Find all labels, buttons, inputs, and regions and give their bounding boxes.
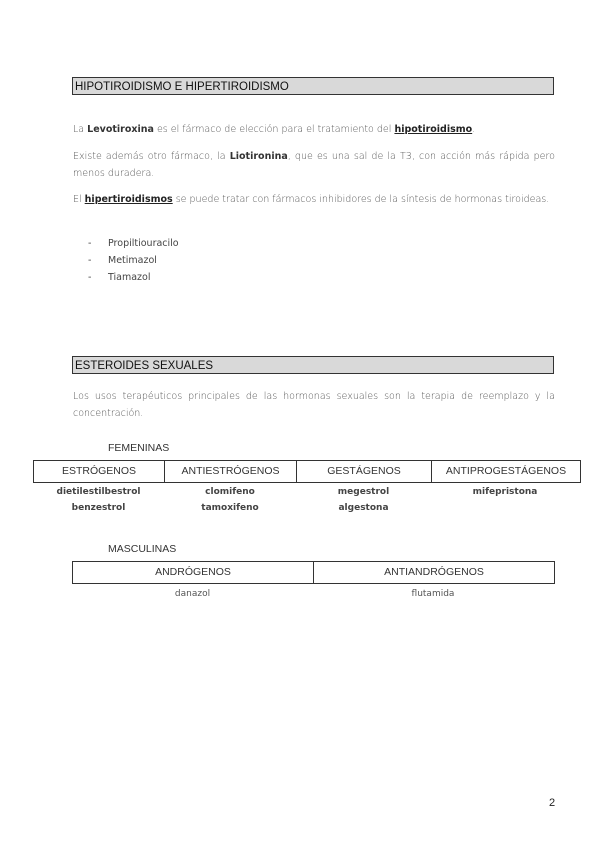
col-androgenos: [72, 586, 313, 602]
term-levotiroxina: Levotiroxina: [87, 124, 154, 135]
drug-tamoxifeno: tamoxifeno: [201, 503, 259, 513]
paragraph-levotiroxina: [73, 121, 555, 138]
header-gestagenos: GESTÁGENOS: [297, 461, 432, 482]
table-femeninas-header: [33, 460, 581, 483]
text: , que es una sal de la T3, con acción más rápida pero menos duradera.: [73, 151, 555, 179]
drug-clomifeno: clomifeno: [205, 487, 255, 497]
drug-algestona: algestona: [338, 503, 389, 513]
list-item: - Metimazol: [88, 255, 157, 266]
term-hipertiroidismos: hipertiroidismos: [84, 194, 173, 205]
col-estrogenos: [33, 484, 164, 516]
drug-mifepristona: mifepristona: [472, 487, 538, 497]
table-femeninas-values: [33, 484, 581, 516]
text: El: [73, 194, 85, 205]
header-antiestrogenos: ANTIESTRÓGENOS: [165, 461, 297, 482]
paragraph-liotironina: [73, 148, 555, 182]
text: es el fármaco de elección para el tratamiento del: [153, 124, 395, 135]
header-estrogenos: ESTRÓGENOS: [34, 461, 165, 482]
text: Existe además otro fármaco, la: [73, 151, 230, 162]
header-androgenos: ANDRÓGENOS: [73, 562, 314, 583]
list-item: - Tiamazol: [88, 272, 151, 283]
table-masculinas-values: [72, 586, 555, 602]
text: .: [472, 124, 476, 135]
text: La: [73, 124, 88, 135]
drug-megestrol: megestrol: [337, 487, 390, 497]
term-hipotiroidismo: hipotiroidismo: [394, 124, 473, 135]
header-antiprogestagenos: ANTIPROGESTÁGENOS: [445, 465, 567, 477]
label-femeninas: FEMENINAS: [108, 442, 170, 454]
drug-dietilestilbestrol: dietilestilbestrol: [56, 487, 141, 497]
list-item: - Propiltiouracilo: [88, 238, 179, 249]
drug-danazol: danazol: [174, 589, 211, 599]
col-antiprogestagenos: [431, 484, 579, 516]
col-antiandrogenos: [313, 586, 553, 602]
drug-list: [88, 235, 179, 286]
drug-benzestrol: benzestrol: [71, 503, 126, 513]
paragraph-intro: Los usos terapéuticos principales de las hormonas sexuales son la terapia de reemplazo y la concentración.: [73, 391, 555, 419]
col-gestagenos: [296, 484, 431, 516]
text: se puede tratar con fármacos inhibidores de la síntesis de hormonas tiroideas.: [172, 194, 550, 205]
col-antiestrogenos: [164, 484, 296, 516]
header-antiandrogenos: ANTIANDRÓGENOS: [384, 566, 484, 578]
paragraph-hipertiroidismo: [73, 191, 555, 208]
section-title-esteroides: ESTEROIDES SEXUALES: [72, 356, 554, 374]
label-masculinas: MASCULINAS: [108, 543, 177, 555]
drug-flutamida: flutamida: [411, 589, 455, 599]
section-title-tiroides: HIPOTIROIDISMO E HIPERTIROIDISMO: [72, 77, 554, 95]
table-masculinas-header: [72, 561, 555, 584]
term-liotironina: Liotironina: [229, 151, 288, 162]
page-number: 2: [549, 797, 556, 809]
